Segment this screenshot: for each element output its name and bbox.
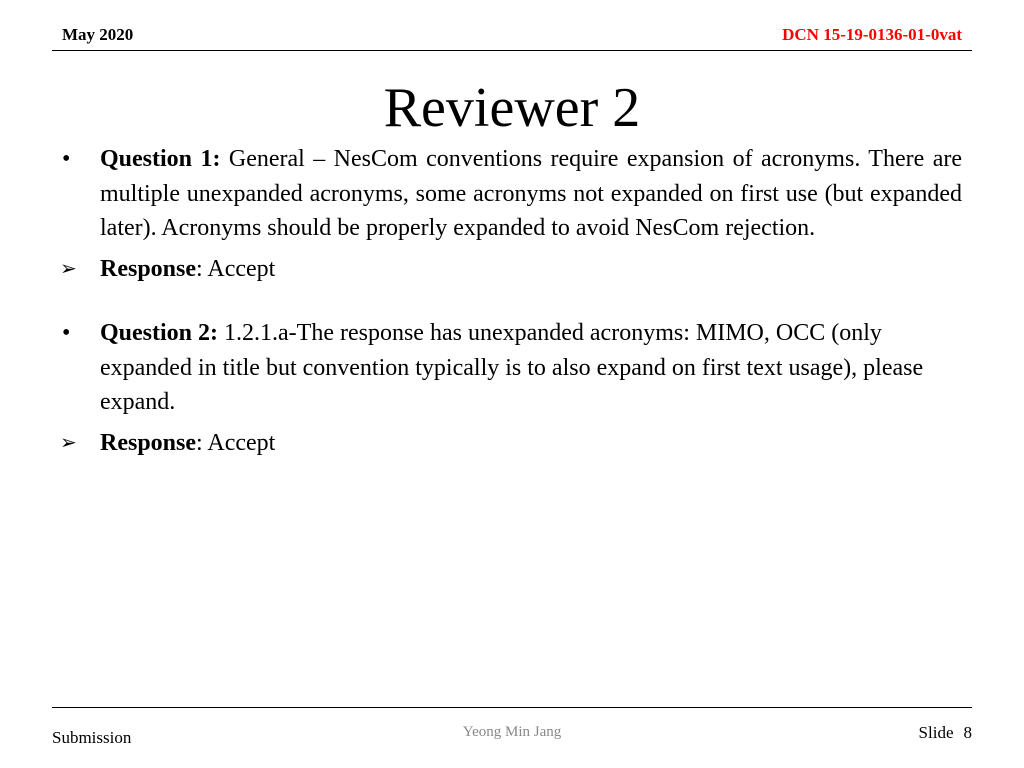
header-divider	[52, 50, 972, 51]
question-1-label: Question 1:	[100, 146, 221, 172]
footer-divider	[52, 707, 972, 708]
question-2-item	[60, 316, 962, 420]
slide-label: Slide	[918, 723, 954, 742]
response-1-item	[60, 252, 962, 287]
footer-submission: Submission	[52, 728, 132, 747]
question-1-item	[60, 142, 962, 246]
question-2-label: Question 2:	[100, 320, 219, 346]
question-2-text: 1.2.1.a-The response has unexpanded acronyms: MIMO, OCC (only expanded in title but convention typically is to also expand on first text usage), please expand.	[100, 320, 924, 415]
arrow-bullet-icon: ➢	[60, 431, 77, 454]
slide-number: 8	[963, 723, 972, 742]
bullet-icon: •	[62, 146, 71, 172]
footer-author: Yeong Min Jang	[462, 724, 562, 740]
slide-body	[60, 142, 962, 460]
slide-title: Reviewer 2	[383, 77, 641, 139]
header-date: May 2020	[62, 25, 134, 44]
response-1-text: : Accept	[196, 255, 276, 282]
arrow-bullet-icon: ➢	[60, 257, 77, 280]
bullet-icon: •	[62, 320, 71, 346]
footer-slide-number	[919, 723, 972, 743]
response-1-label: Response	[100, 255, 197, 282]
question-1-text: General – NesCom conventions require expansion of acronyms. There are multiple unexpanded acronyms, some acronyms not expanded on first use (but expanded later). Acronyms should be properly expanded to avoid NesCom rejection.	[100, 146, 962, 241]
header-dcn: DCN 15-19-0136-01-0vat	[782, 25, 962, 44]
response-2-item	[60, 426, 962, 461]
response-2-text: : Accept	[196, 429, 276, 456]
response-2-label: Response	[100, 429, 197, 456]
